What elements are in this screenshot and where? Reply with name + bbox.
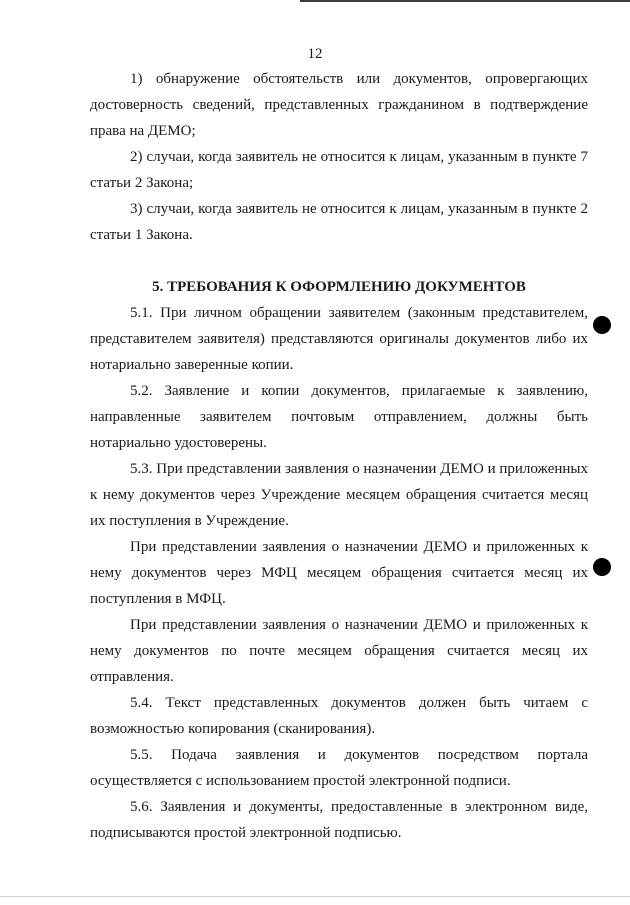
paragraph-5-3-mfc: При представлении заявления о назначении ДЕМО и приложенных к нему документов через МФЦ месяцем обращения считается месяц их поступления в МФЦ. (90, 539, 588, 607)
paragraph-5-2: 5.2. Заявление и копии документов, прилагаемые к заявлению, направленные заявителем почтовым отправлением, должны быть нотариально удостоверены. (90, 383, 588, 451)
list-item-2: 2) случаи, когда заявитель не относится к лицам, указанным в пункте 7 статьи 2 Закона; (90, 149, 588, 191)
section-heading: 5. ТРЕБОВАНИЯ К ОФОРМЛЕНИЮ ДОКУМЕНТОВ (152, 279, 526, 295)
paragraph-5-3-mail: При представлении заявления о назначении ДЕМО и приложенных к нему документов по почте месяцем обращения считается месяц их отправления. (90, 617, 588, 685)
top-border-line (300, 0, 630, 2)
paragraph-5-3: 5.3. При представлении заявления о назначении ДЕМО и приложенных к нему документов через Учреждение месяцем обращения считается месяц их поступления в Учреждение. (90, 461, 588, 529)
paragraph-5-4: 5.4. Текст представленных документов должен быть читаем с возможностью копирования (сканирования). (90, 695, 588, 737)
punch-hole-mark (593, 316, 611, 334)
page-number: 12 (307, 46, 323, 62)
list-item-1: 1) обнаружение обстоятельств или документов, опровергающих достоверность сведений, представленных гражданином в подтверждение права на ДЕМО; (90, 71, 588, 139)
paragraph-5-5: 5.5. Подача заявления и документов посредством портала осуществляется с использованием простой электронной подписи. (90, 747, 588, 789)
paragraph-5-1: 5.1. При личном обращении заявителем (законным представителем, представителем заявителя) представляются оригиналы документов либо их нотариально заверенные копии. (90, 305, 588, 373)
document-body (90, 66, 588, 846)
list-item-3: 3) случаи, когда заявитель не относится к лицам, указанным в пункте 2 статьи 1 Закона. (90, 201, 588, 243)
punch-hole-mark (593, 558, 611, 576)
bottom-edge-line (0, 896, 630, 897)
paragraph-5-6: 5.6. Заявления и документы, предоставленные в электронном виде, подписываются простой электронной подписью. (90, 799, 588, 841)
